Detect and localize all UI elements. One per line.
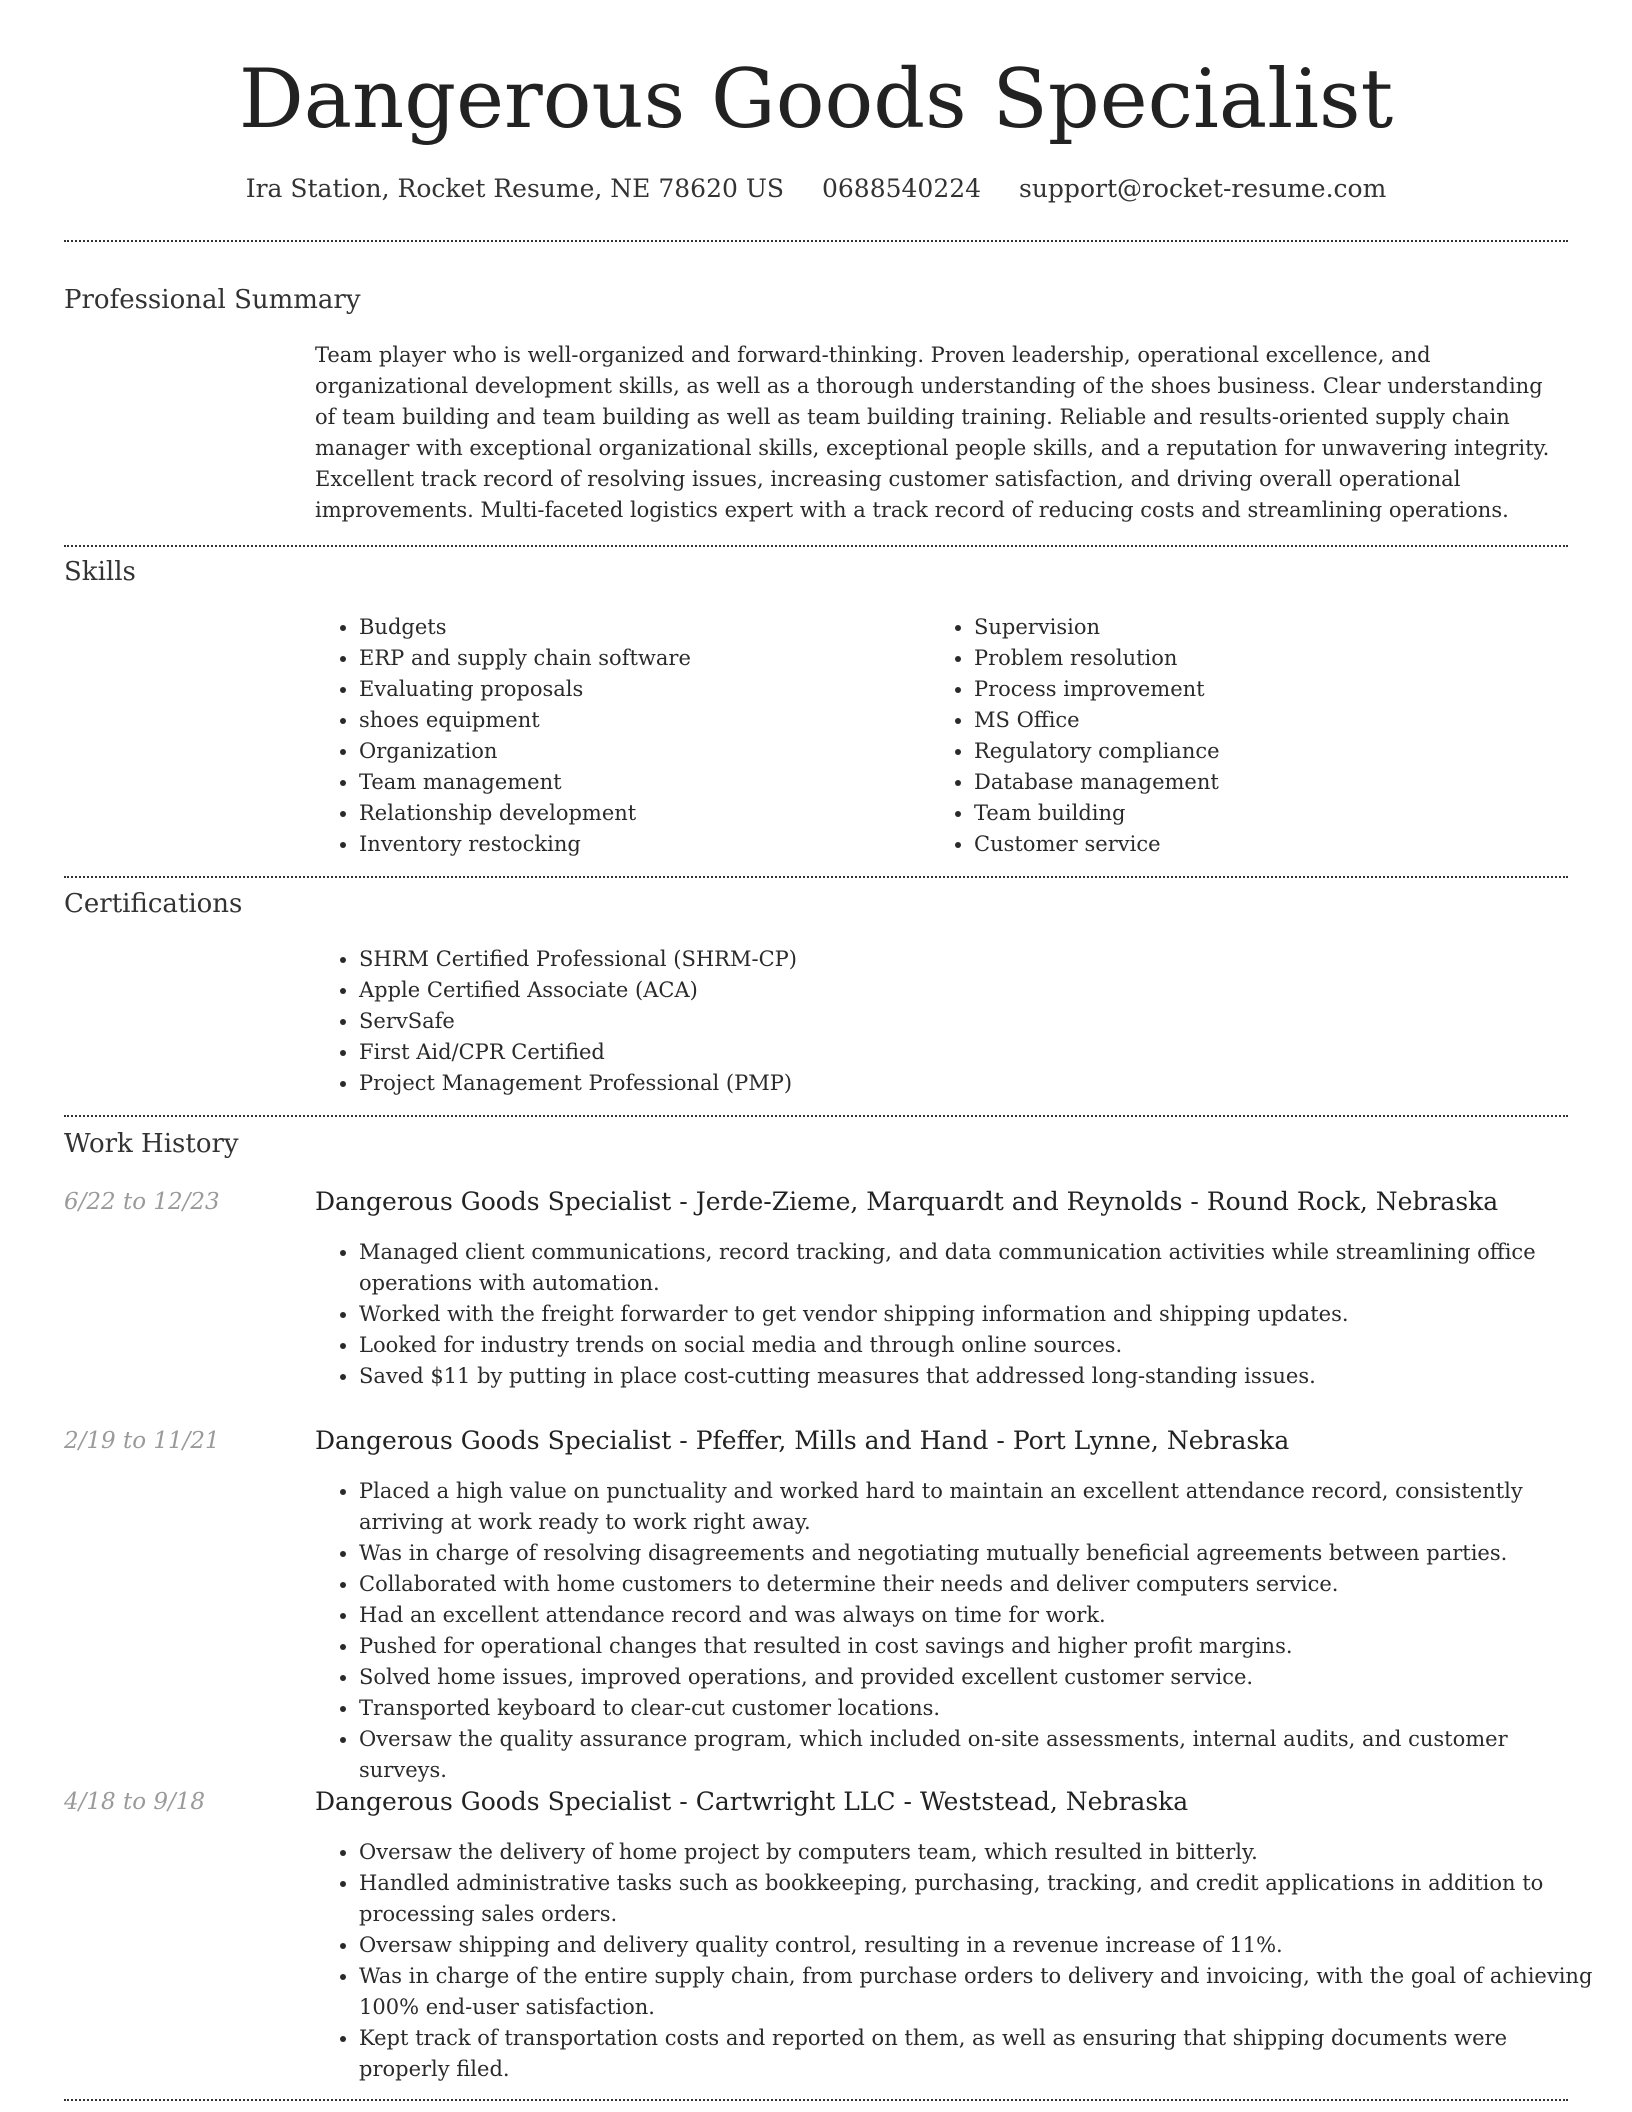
- skill-item: • Supervision: [974, 612, 1574, 643]
- job-bullet: • Was in charge of the entire supply chain, from purchase orders to delivery and invoicing, with the goal of achieving 100% end-user satisfaction.: [359, 1961, 1599, 2023]
- contact-email: support@rocket-resume.com: [1019, 174, 1387, 203]
- job-bullets: [315, 1476, 1599, 1786]
- divider: [64, 1115, 1568, 1117]
- skill-item: • Process improvement: [974, 674, 1574, 705]
- job-bullet: • Solved home issues, improved operations, and provided excellent customer service.: [359, 1662, 1599, 1693]
- job-title-line: Dangerous Goods Specialist - Cartwright LLC - Weststead, Nebraska: [315, 1787, 1189, 1816]
- skills-list-right: [930, 612, 1574, 860]
- certification-item: • Project Management Professional (PMP): [359, 1068, 1559, 1099]
- job-bullets: [315, 1237, 1599, 1392]
- summary-text: Team player who is well-organized and forward-thinking. Proven leadership, operational excellence, and organizational development skills, as well as a thorough understanding of the shoes business. Clear understanding of team building and team building as well as team building training. Reliable and results-oriented supply chain manager with exceptional organizational skills, exceptional people skills, and a reputation for unwavering integrity. Excellent track record of resolving issues, increasing customer satisfaction, and driving overall operational improvements. Multi-faceted logistics expert with a track record of reducing costs and streamlining operations.: [315, 343, 1550, 522]
- job-bullet: • Worked with the freight forwarder to get vendor shipping information and shipping updates.: [359, 1299, 1599, 1330]
- skill-item: • Database management: [974, 767, 1574, 798]
- divider: [64, 240, 1568, 242]
- skill-item: • Regulatory compliance: [974, 736, 1574, 767]
- job-title: Dangerous Goods Specialist: [315, 1787, 672, 1816]
- job-bullet: • Looked for industry trends on social media and through online sources.: [359, 1330, 1599, 1361]
- contact-phone: 0688540224: [821, 174, 982, 203]
- contact-line: [0, 170, 1632, 208]
- job-title: Dangerous Goods Specialist: [315, 1426, 672, 1455]
- contact-address: Ira Station, Rocket Resume, NE 78620 US: [245, 174, 785, 203]
- skill-item: • MS Office: [974, 705, 1574, 736]
- skill-item: • Budgets: [359, 612, 919, 643]
- skill-item: • Team building: [974, 798, 1574, 829]
- job-company: Cartwright LLC: [695, 1787, 896, 1816]
- skill-item: • shoes equipment: [359, 705, 919, 736]
- job-location: Round Rock, Nebraska: [1206, 1187, 1499, 1216]
- job-bullet: • Pushed for operational changes that resulted in cost savings and higher profit margins.: [359, 1631, 1599, 1662]
- job-bullet: • Collaborated with home customers to determine their needs and deliver computers service.: [359, 1569, 1599, 1600]
- job-dates: 4/18 to 9/18: [64, 1789, 206, 1815]
- job-bullet: • Saved $11 by putting in place cost-cutting measures that addressed long-standing issues.: [359, 1361, 1599, 1392]
- job-title-line: Dangerous Goods Specialist - Jerde-Zieme, Marquardt and Reynolds - Round Rock, Nebraska: [315, 1187, 1499, 1216]
- candidate-name: Dangerous Goods Specialist: [238, 53, 1394, 147]
- job-bullet: • Placed a high value on punctuality and worked hard to maintain an excellent attendance record, consistently arriving at work ready to work right away.: [359, 1476, 1599, 1538]
- skill-item: • ERP and supply chain software: [359, 643, 919, 674]
- job-bullet: • Was in charge of resolving disagreements and negotiating mutually beneficial agreements between parties.: [359, 1538, 1599, 1569]
- job-bullet: • Had an excellent attendance record and was always on time for work.: [359, 1600, 1599, 1631]
- job-bullet: • Oversaw the delivery of home project by computers team, which resulted in bitterly.: [359, 1837, 1599, 1868]
- divider: [64, 545, 1568, 547]
- certification-item: • First Aid/CPR Certified: [359, 1037, 1559, 1068]
- job-bullet: • Oversaw the quality assurance program, which included on-site assessments, internal audits, and customer surveys.: [359, 1724, 1599, 1786]
- certification-item: • ServSafe: [359, 1006, 1559, 1037]
- work-history-heading: Work History: [64, 1129, 239, 1159]
- divider: [64, 2099, 1568, 2101]
- job-bullet: • Transported keyboard to clear-cut customer locations.: [359, 1693, 1599, 1724]
- skill-item: • Inventory restocking: [359, 829, 919, 860]
- job-bullet: • Oversaw shipping and delivery quality control, resulting in a revenue increase of 11%.: [359, 1930, 1599, 1961]
- divider: [64, 876, 1568, 878]
- skill-item: • Problem resolution: [974, 643, 1574, 674]
- job-dates: 6/22 to 12/23: [64, 1189, 220, 1215]
- skills-heading: Skills: [64, 557, 136, 587]
- skill-item: • Customer service: [974, 829, 1574, 860]
- job-company: Jerde-Zieme, Marquardt and Reynolds: [695, 1187, 1183, 1216]
- skill-item: • Evaluating proposals: [359, 674, 919, 705]
- certifications-heading: Certifications: [64, 889, 243, 919]
- summary-heading: Professional Summary: [64, 285, 361, 315]
- job-dates: 2/19 to 11/21: [64, 1428, 220, 1454]
- job-bullet: • Managed client communications, record tracking, and data communication activities while streamlining office operations with automation.: [359, 1237, 1599, 1299]
- skill-item: • Organization: [359, 736, 919, 767]
- job-title-line: Dangerous Goods Specialist - Pfeffer, Mills and Hand - Port Lynne, Nebraska: [315, 1426, 1290, 1455]
- skill-item: • Team management: [359, 767, 919, 798]
- certification-item: • Apple Certified Associate (ACA): [359, 975, 1559, 1006]
- certifications-list: [315, 944, 1559, 1099]
- skills-list-left: [315, 612, 919, 860]
- job-location: Weststead, Nebraska: [920, 1787, 1189, 1816]
- job-bullet: • Kept track of transportation costs and reported on them, as well as ensuring that shipping documents were properly filed.: [359, 2023, 1599, 2085]
- job-bullet: • Handled administrative tasks such as bookkeeping, purchasing, tracking, and credit applications in addition to processing sales orders.: [359, 1868, 1599, 1930]
- job-title: Dangerous Goods Specialist: [315, 1187, 672, 1216]
- job-location: Port Lynne, Nebraska: [1012, 1426, 1290, 1455]
- skill-item: • Relationship development: [359, 798, 919, 829]
- job-bullets: [315, 1837, 1599, 2085]
- certification-item: • SHRM Certified Professional (SHRM-CP): [359, 944, 1559, 975]
- job-company: Pfeffer, Mills and Hand: [695, 1426, 989, 1455]
